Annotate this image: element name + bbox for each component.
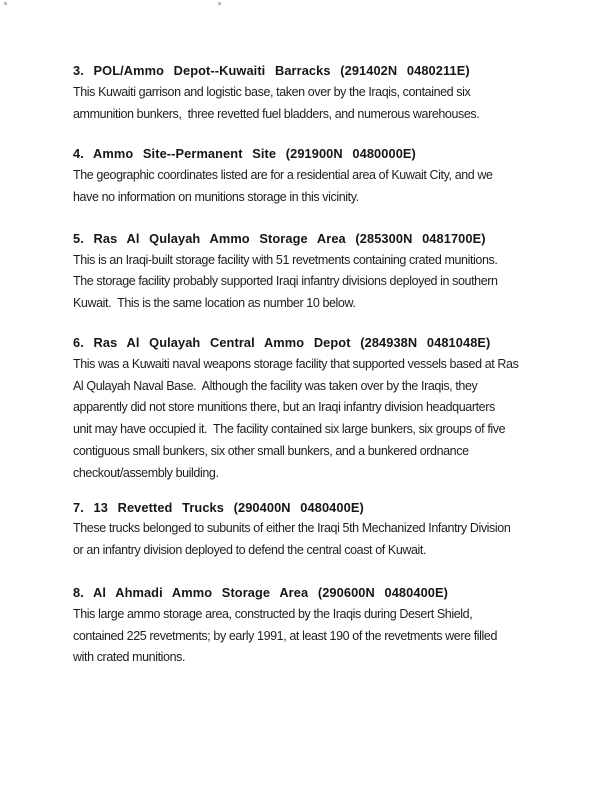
body-line: contiguous small bunkers, six other small bunkers, and a bunkered ordnance (73, 443, 469, 458)
body-line: with crated munitions. (73, 650, 186, 665)
body-line: unit may have occupied it. The facility contained six large bunkers, six groups of five (73, 422, 506, 437)
section-heading: 7. 13 Revetted Trucks (290400N 0480400E) (73, 499, 364, 515)
body-line: These trucks belonged to subunits of either the Iraqi 5th Mechanized Infantry Division (73, 521, 511, 536)
body-line: have no information on munitions storage in this vicinity. (73, 189, 359, 204)
body-line: The geographic coordinates listed are for a residential area of Kuwait City, and we (73, 168, 493, 183)
scan-artifact-speck (4, 2, 7, 5)
body-line: apparently did not store munitions there, but an Iraqi infantry division headquarters (73, 400, 495, 415)
body-line: Al Qulayah Naval Base. Although the facility was taken over by the Iraqis, they (73, 378, 478, 393)
body-line: checkout/assembly building. (73, 465, 219, 480)
body-line: or an infantry division deployed to defend the central coast of Kuwait. (73, 543, 427, 558)
body-line: This was a Kuwaiti naval weapons storage facility that supported vessels based at Ras (73, 356, 519, 371)
scan-artifact-speck (218, 2, 221, 5)
body-line: The storage facility probably supported Iraqi infantry divisions deployed in southern (73, 274, 498, 289)
body-line: This is an Iraqi-built storage facility with 51 revetments containing crated munitions. (73, 252, 498, 267)
section-8-al-ahmadi-ammo-storage (73, 582, 573, 669)
section-5-ras-al-qulayah-ammo-storage (73, 228, 573, 315)
section-7-revetted-trucks (73, 497, 573, 562)
section-heading: 8. Al Ahmadi Ammo Storage Area (290600N 0480400E) (73, 584, 449, 600)
body-line: ammunition bunkers, three revetted fuel bladders, and numerous warehouses. (73, 106, 480, 121)
document-content (73, 60, 573, 669)
section-heading: 5. Ras Al Qulayah Ammo Storage Area (285300N 0481700E) (73, 230, 486, 246)
section-heading: 6. Ras Al Qulayah Central Ammo Depot (284938N 0481048E) (73, 334, 491, 350)
body-line: contained 225 revetments; by early 1991, at least 190 of the revetments were filled (73, 628, 498, 643)
body-line: This large ammo storage area, constructed by the Iraqis during Desert Shield, (73, 606, 473, 621)
section-3-pol-ammo-depot (73, 60, 573, 125)
body-line: This Kuwaiti garrison and logistic base, taken over by the Iraqis, contained six (73, 84, 471, 99)
section-heading: 3. POL/Ammo Depot--Kuwaiti Barracks (291402N 0480211E) (73, 63, 470, 78)
body-line: Kuwait. This is the same location as number 10 below. (73, 296, 356, 311)
section-4-ammo-site-permanent (73, 143, 573, 208)
section-6-ras-al-qulayah-central-ammo-depot (73, 332, 573, 485)
section-heading: 4. Ammo Site--Permanent Site (291900N 0480000E) (73, 146, 416, 162)
